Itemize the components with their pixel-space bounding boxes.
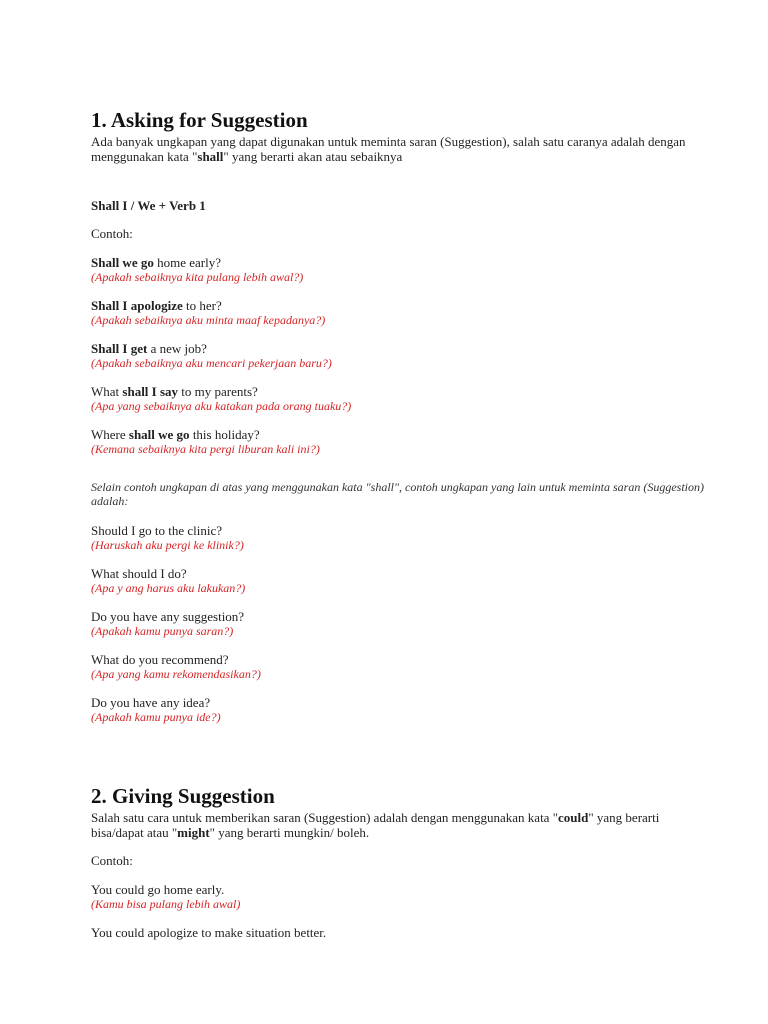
example-sentence: You could go home early. [91, 882, 225, 897]
intro-asking [91, 134, 708, 164]
contoh-label: Contoh: [91, 226, 133, 241]
section-giving [91, 784, 708, 940]
section-asking [91, 108, 708, 724]
example-translation: (Apakah sebaiknya kita pulang lebih awal?) [91, 270, 304, 284]
intro-giving [91, 810, 708, 840]
example-sentence: Shall I get a new job? [91, 341, 207, 356]
example-item [91, 609, 708, 638]
example-sentence: What do you recommend? [91, 652, 229, 667]
example-translation: (Kamu bisa pulang lebih awal) [91, 897, 241, 911]
intro-text: " yang berarti bisa/dapat atau " [91, 810, 660, 840]
intro-keyword: could [558, 810, 589, 825]
example-item [91, 566, 708, 595]
intro-text: Ada banyak ungkapan yang dapat digunakan untuk meminta saran (Suggestion), salah satu caranya adalah dengan menggunakan kata " [91, 134, 686, 164]
example-sentence: Do you have any idea? [91, 695, 211, 710]
section-title-asking: 1. Asking for Suggestion [91, 108, 308, 132]
example-sentence: What should I do? [91, 566, 187, 581]
intro-text: " yang berarti akan atau sebaiknya [223, 149, 403, 164]
example-sentence: Shall we go home early? [91, 255, 221, 270]
example-item [91, 341, 708, 370]
example-item [91, 695, 708, 724]
example-sentence: Should I go to the clinic? [91, 523, 223, 538]
note-text: Selain contoh ungkapan di atas yang menggunakan kata "shall", contoh ungkapan yang lain untuk meminta saran (Suggestion) adalah: [91, 480, 705, 508]
example-item [91, 384, 708, 413]
example-translation: (Apakah sebaiknya aku mencari pekerjaan baru?) [91, 356, 332, 370]
example-translation: (Kemana sebaiknya kita pergi liburan kali ini?) [91, 442, 320, 456]
intro-keyword: might [177, 825, 210, 840]
example-translation: (Apa yang kamu rekomendasikan?) [91, 667, 261, 681]
section-title-giving: 2. Giving Suggestion [91, 784, 275, 808]
example-sentence: Do you have any suggestion? [91, 609, 245, 624]
example-item [91, 255, 708, 284]
example-sentence: What shall I say to my parents? [91, 384, 258, 399]
example-item [91, 652, 708, 681]
example-item [91, 427, 708, 456]
example-translation: (Apakah kamu punya saran?) [91, 624, 234, 638]
intro-text: " yang berarti mungkin/ boleh. [209, 825, 370, 840]
example-translation: (Haruskah aku pergi ke klinik?) [91, 538, 244, 552]
example-item [91, 298, 708, 327]
example-translation: (Apakah sebaiknya aku minta maaf kepadanya?) [91, 313, 326, 327]
example-translation: (Apa y ang harus aku lakukan?) [91, 581, 246, 595]
example-item [91, 523, 708, 552]
example-sentence: You could apologize to make situation better. [91, 925, 327, 940]
formula: Shall I / We + Verb 1 [91, 198, 206, 213]
contoh-label: Contoh: [91, 853, 133, 868]
intro-text: Salah satu cara untuk memberikan saran (Suggestion) adalah dengan menggunakan kata " [91, 810, 559, 825]
example-item [91, 882, 708, 911]
intro-keyword: shall [197, 149, 224, 164]
example-sentence: Where shall we go this holiday? [91, 427, 260, 442]
example-sentence: Shall I apologize to her? [91, 298, 222, 313]
example-item [91, 925, 708, 940]
example-translation: (Apa yang sebaiknya aku katakan pada orang tuaku?) [91, 399, 352, 413]
example-translation: (Apakah kamu punya ide?) [91, 710, 221, 724]
